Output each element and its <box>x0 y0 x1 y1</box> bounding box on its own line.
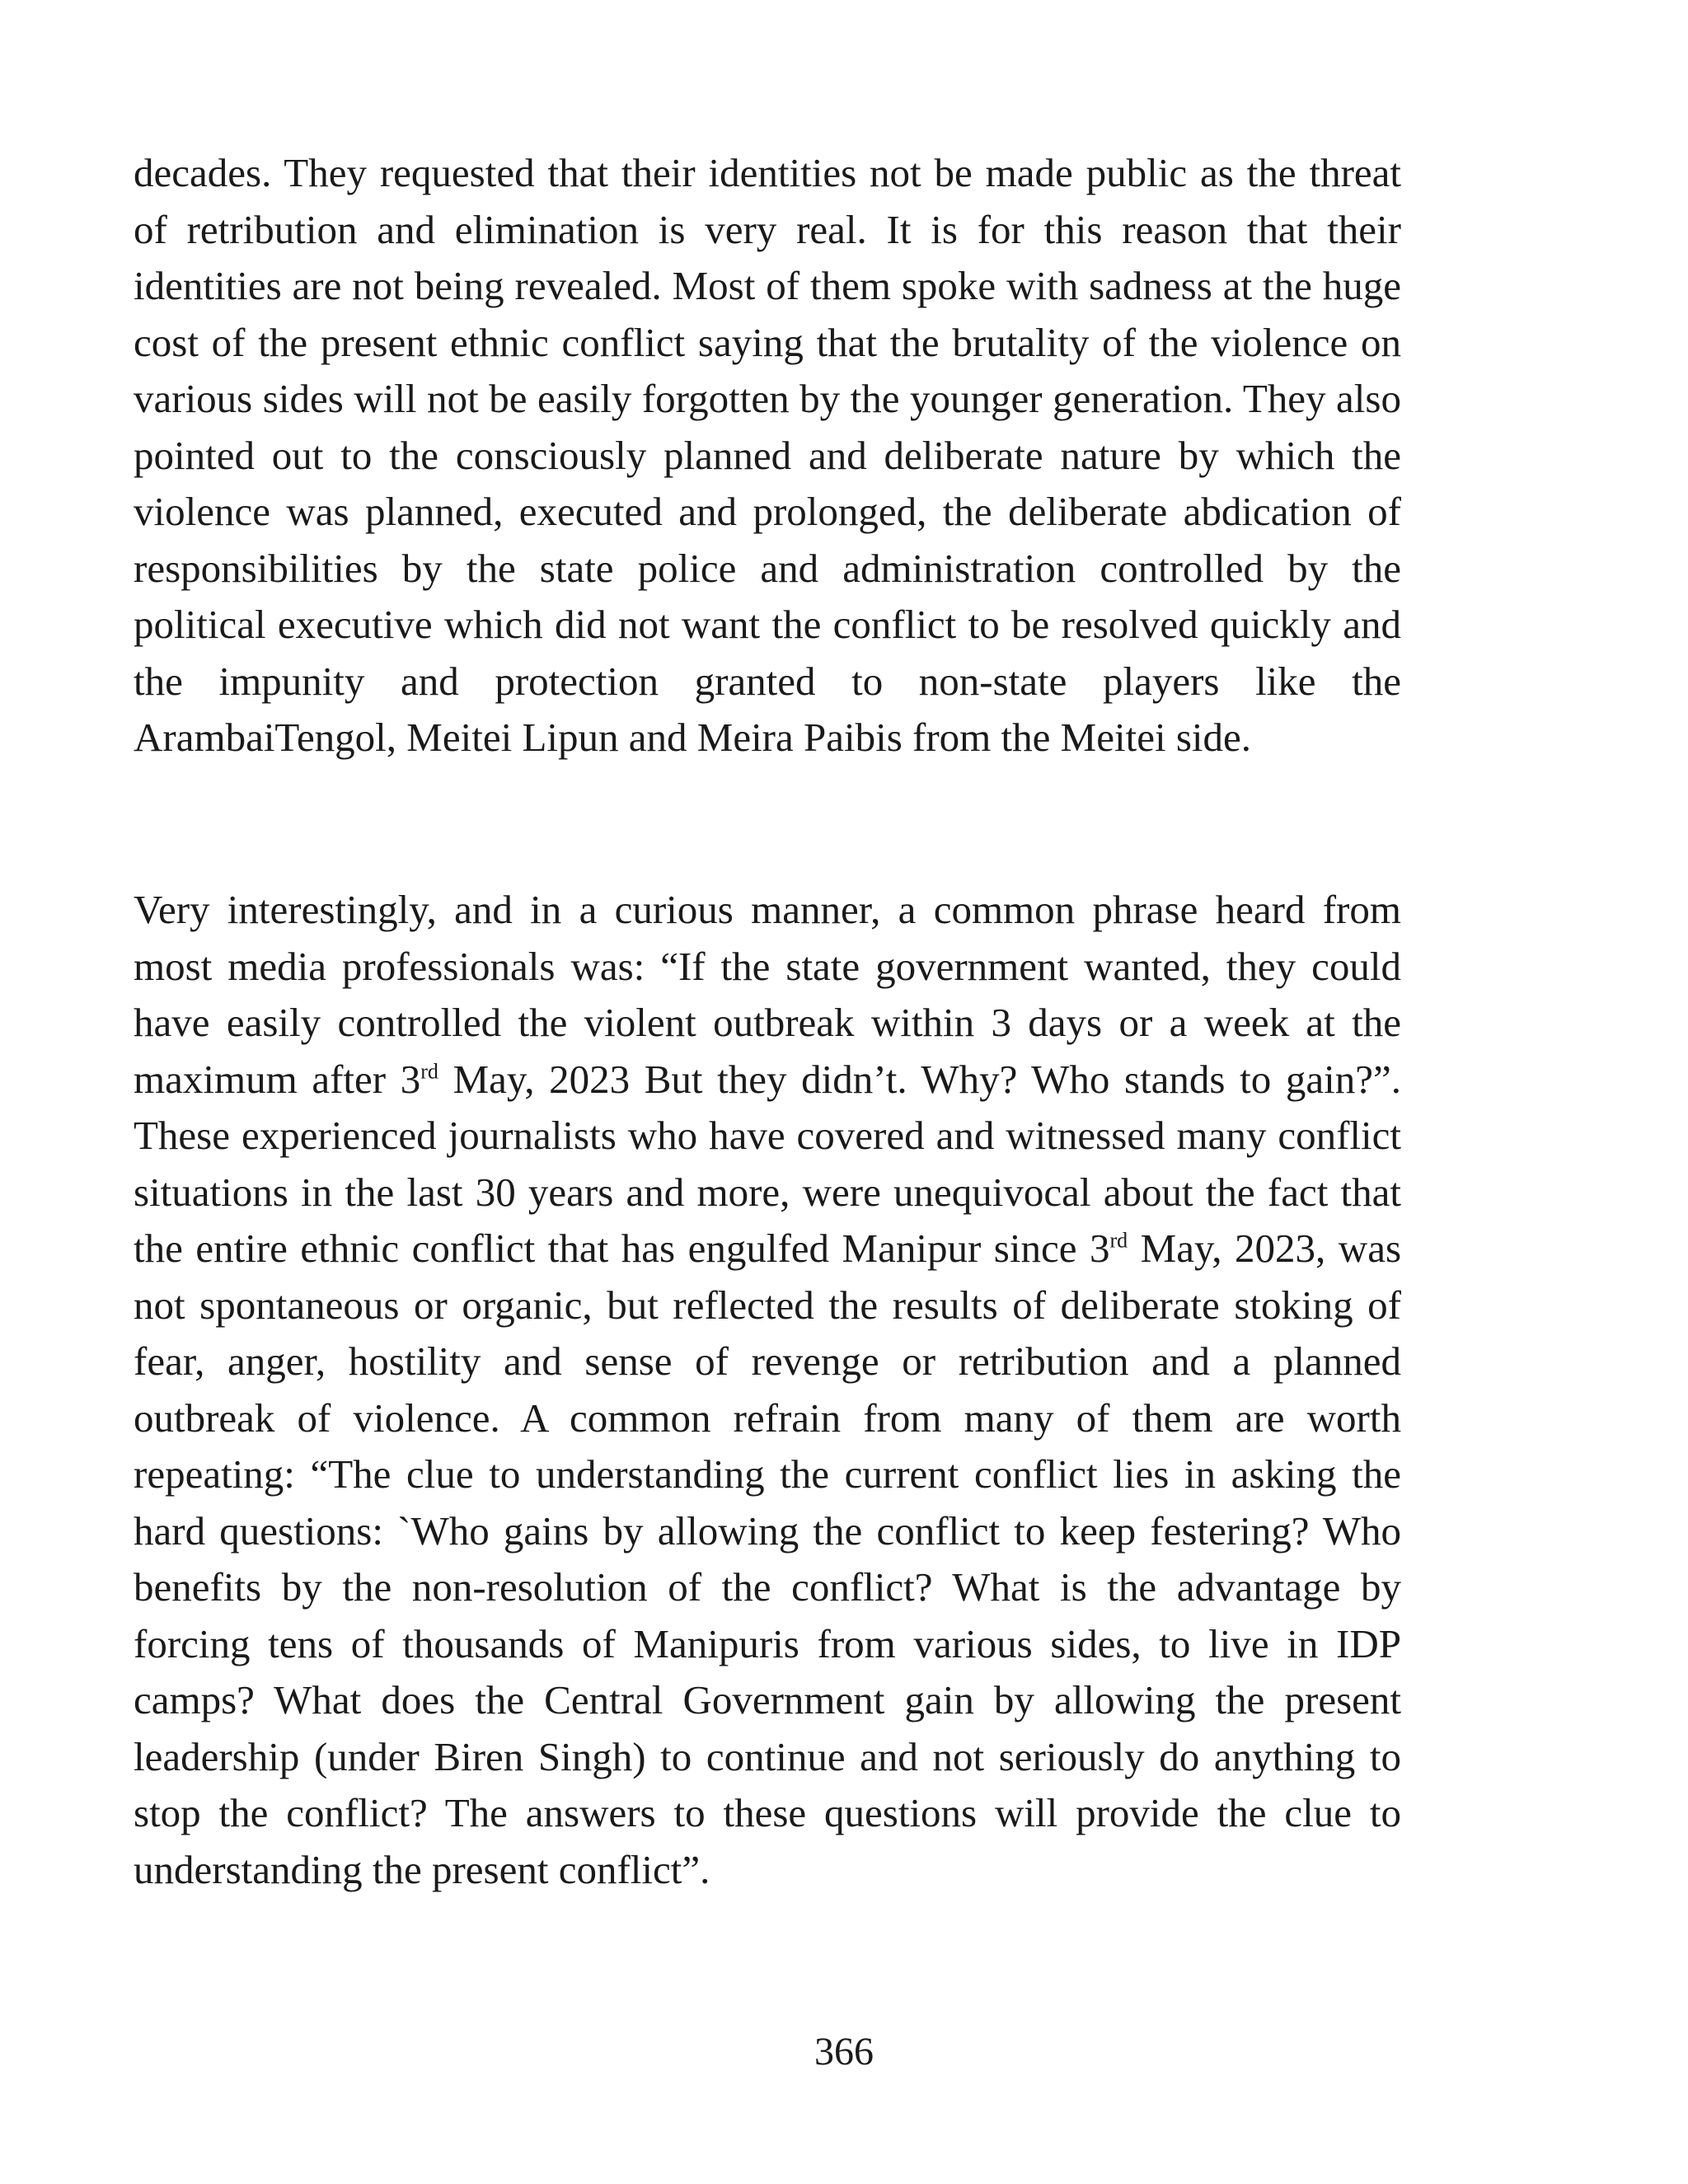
paragraph-2-part-2: May, 2023 But they didn’t. Why? Who stands to gain?”. These experienced journalists who have covered and witnessed many conflict situations in the last 30 years and more, were unequivocal about the fact that the entire ethnic conflict that has engulfed Manipur since 3 <box>134 1056 1402 1271</box>
paragraph-2 <box>134 882 1401 1898</box>
ordinal-suffix-2: rd <box>1109 1228 1128 1253</box>
ordinal-suffix-1: rd <box>420 1059 438 1084</box>
paragraph-2-part-1: Very interestingly, and in a curious manner, a common phrase heard from most media professionals was: “If the state government wanted, they could have easily controlled the violent outbreak within 3 days or a week at the maximum after 3 <box>134 887 1401 1102</box>
paragraph-1: decades. They requested that their identities not be made public as the threat of retribution and elimination is very real. It is for this reason that their identities are not being revealed. Most of them spoke with sadness at the huge cost of the present ethnic conflict saying that the brutality of the violence on various sides will not be easily forgotten by the younger generation. They also pointed out to the consciously planned and deliberate nature by which the violence was planned, executed and prolonged, the deliberate abdication of responsibilities by the state police and administration controlled by the political executive which did not want the conflict to be resolved quickly and the impunity and protection granted to non-state players like the ArambaiTengol, Meitei Lipun and Meira Paibis from the Meitei side. <box>134 150 1401 760</box>
page-number: 366 <box>814 2030 874 2074</box>
paragraph-2-part-3: May, 2023, was not spontaneous or organic, but reflected the results of deliberate stoking of fear, anger, hostility and sense of revenge or retribution and a planned outbreak of violence. A common refrain from many of them are worth repeating: “The clue to understanding the current conflict lies in asking the hard questions: `Who gains by allowing the conflict to keep festering? Who benefits by the non-resolution of the conflict? What is the advantage by forcing tens of thousands of Manipuris from various sides, to live in IDP camps? What does the Central Government gain by allowing the present leadership (under Biren Singh) to continue and not seriously do anything to stop the conflict? The answers to these questions will provide the clue to understanding the present conflict”. <box>134 1226 1402 1892</box>
